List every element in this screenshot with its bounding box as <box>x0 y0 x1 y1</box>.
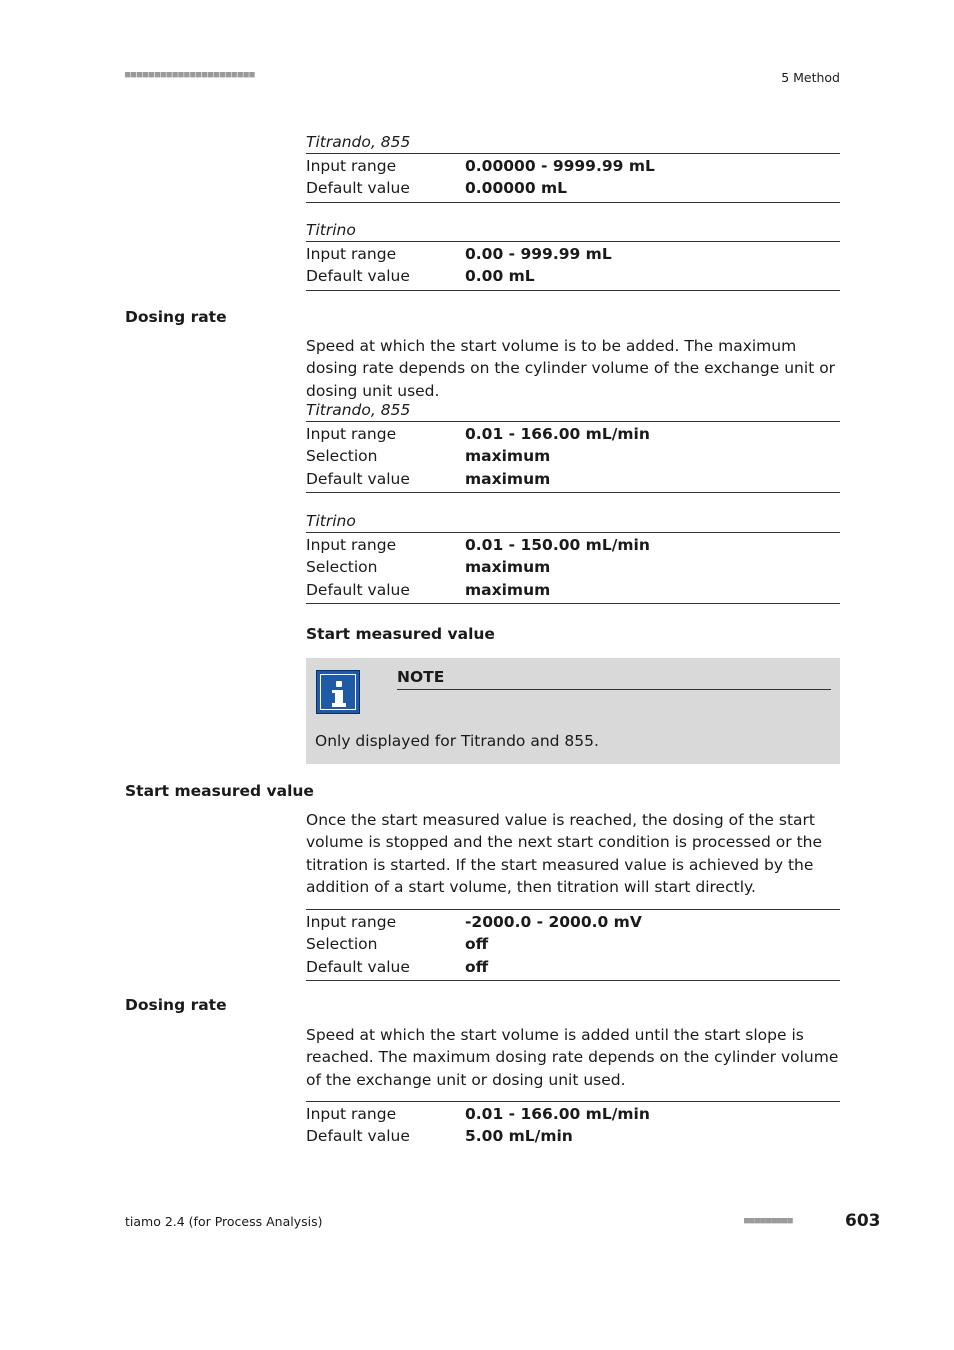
section-heading-dosing-rate: Dosing rate <box>125 308 227 326</box>
header-decoration: ■■■■■■■■■■■■■■■■■■■■■■ <box>125 70 256 80</box>
param-key: Selection <box>306 935 378 954</box>
param-value: 0.00000 mL <box>465 179 568 198</box>
param-value: 0.01 - 150.00 mL/min <box>465 536 650 554</box>
section-heading-dosing-rate-2: Dosing rate <box>125 996 227 1014</box>
param-value: 0.00 - 999.99 mL <box>465 245 612 263</box>
table-row <box>306 933 840 955</box>
dosing-rate-2-description: Speed at which the start volume is added until the start slope is reached. The maximum dosing rate depends on the cylinder volume of the exchange unit or dosing unit used. <box>306 1026 839 1089</box>
table-row <box>306 956 840 978</box>
table-row <box>306 468 840 490</box>
start-measured-value-block <box>306 909 840 981</box>
titrino-volume-block <box>306 219 840 291</box>
param-key: Default value <box>306 957 410 976</box>
param-key: Input range <box>306 1105 397 1123</box>
note-title: NOTE <box>397 667 831 690</box>
param-value: -2000.0 - 2000.0 mV <box>465 913 642 931</box>
table-row <box>306 556 840 578</box>
param-value: 0.00000 - 9999.99 mL <box>465 157 655 175</box>
page-number: 603 <box>845 1211 881 1231</box>
param-table <box>306 241 840 291</box>
param-key: Default value <box>306 1127 410 1146</box>
param-value: 0.01 - 166.00 mL/min <box>465 1105 650 1123</box>
param-value: off <box>465 935 489 954</box>
block-caption: Titrino <box>306 221 356 239</box>
param-key: Default value <box>306 580 410 599</box>
table-row <box>306 423 840 445</box>
section-heading-start-measured-value: Start measured value <box>125 782 314 800</box>
block-caption: Titrando, 855 <box>306 401 411 419</box>
param-key: Input range <box>306 536 397 554</box>
titrando-volume-block <box>306 131 840 203</box>
table-row <box>306 243 840 265</box>
param-table <box>306 909 840 981</box>
param-value: 0.00 mL <box>465 267 535 286</box>
param-value: maximum <box>465 469 551 488</box>
table-row <box>306 445 840 467</box>
param-value: maximum <box>465 558 551 577</box>
footer-product: tiamo 2.4 (for Process Analysis) <box>125 1214 323 1229</box>
param-key: Default value <box>306 179 410 198</box>
param-table <box>306 532 840 604</box>
table-row <box>306 911 840 933</box>
param-key: Default value <box>306 469 410 488</box>
param-key: Selection <box>306 558 378 577</box>
dosing-rate-description: Speed at which the start volume is to be added. The maximum dosing rate depends on the cylinder volume of the exchange unit or dosing unit used. <box>306 337 836 400</box>
titrando-rate-block <box>306 399 840 493</box>
param-value: off <box>465 957 489 976</box>
note-text: Only displayed for Titrando and 855. <box>315 732 599 750</box>
block-caption: Titrando, 855 <box>306 133 411 151</box>
table-row <box>306 534 840 556</box>
dosing-rate-2-block <box>306 1101 840 1150</box>
param-key: Input range <box>306 425 397 443</box>
note-box <box>306 658 840 764</box>
param-key: Input range <box>306 157 397 175</box>
subheading-start-measured-value: Start measured value <box>306 625 495 643</box>
titrino-rate-block <box>306 510 840 604</box>
footer-decoration: ■■■■■■■■■ <box>744 1216 793 1226</box>
param-key: Selection <box>306 447 378 466</box>
param-table <box>306 153 840 203</box>
chapter-title: 5 Method <box>781 70 840 85</box>
block-caption: Titrino <box>306 512 356 530</box>
table-row <box>306 579 840 601</box>
info-icon <box>316 670 360 714</box>
param-value: 5.00 mL/min <box>465 1127 573 1146</box>
param-value: maximum <box>465 580 551 599</box>
param-table <box>306 421 840 493</box>
table-row <box>306 265 840 287</box>
param-table <box>306 1101 840 1150</box>
param-key: Default value <box>306 267 410 286</box>
param-key: Input range <box>306 913 397 931</box>
table-row <box>306 1125 840 1147</box>
table-row <box>306 177 840 199</box>
start-measured-value-description: Once the start measured value is reached, the dosing of the start volume is stopped and the next start condition is processed or the titration is started. If the start measured value is achieved by the addition of a start volume, then titration will start directly. <box>306 811 823 896</box>
param-key: Input range <box>306 245 397 263</box>
param-value: maximum <box>465 447 551 466</box>
param-value: 0.01 - 166.00 mL/min <box>465 425 650 443</box>
table-row <box>306 1103 840 1125</box>
table-row <box>306 155 840 177</box>
